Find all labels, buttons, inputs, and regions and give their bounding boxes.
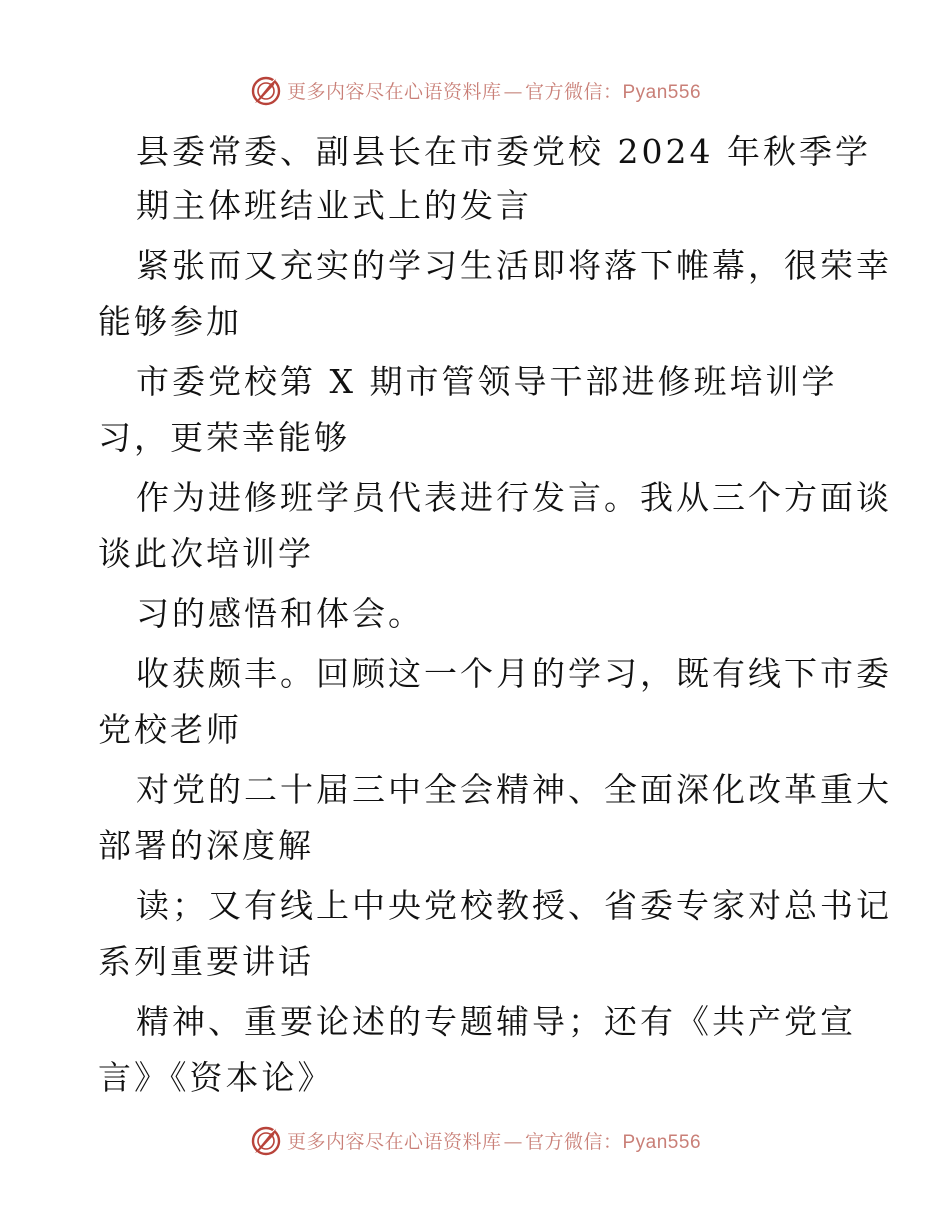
paragraph-line: 收获颇丰。回顾这一个月的学习，既有线下市委 [136,654,892,693]
title-line-2: 期主体班结业式上的发言 [136,186,532,225]
watermark-text [287,77,701,104]
paragraph-line: 习，更荣幸能够 [98,418,350,457]
watermark-header [0,70,950,110]
paragraph-line: 对党的二十届三中全会精神、全面深化改革重大 [136,770,892,809]
watermark-wechat-id: Pyan556 [622,81,702,103]
watermark-label: 官方微信： [524,1130,623,1153]
paragraph-line: 读；又有线上中央党校教授、省委专家对总书记 [136,886,892,925]
paragraph-line: 谈此次培训学 [98,534,314,573]
watermark-separator: — [503,1130,523,1153]
title-line-1: 县委常委、副县长在市委党校 2024 年秋季学 [136,132,871,171]
paragraph-line: 系列重要讲话 [98,942,314,981]
watermark-label: 官方微信： [524,80,623,103]
paragraph-line: 部署的深度解 [98,826,314,865]
paragraph-line: 党校老师 [98,710,242,749]
watermark-text [287,1127,701,1154]
paragraph-line: 市委党校第 X 期市管领导干部进修班培训学 [136,362,838,401]
quill-pen-circle-icon [249,73,283,107]
paragraph-line: 能够参加 [98,302,242,341]
watermark-footer [0,1120,950,1160]
watermark-separator: — [503,80,523,103]
paragraph-line: 言》《资本论》 [98,1058,334,1097]
paragraph-line: 习的感悟和体会。 [136,594,424,633]
watermark-site-name: 更多内容尽在心语资料库 [286,1130,502,1153]
paragraph-line: 紧张而又充实的学习生活即将落下帷幕，很荣幸 [136,246,892,285]
paragraph-line: 精神、重要论述的专题辅导；还有《共产党宣 [136,1002,856,1041]
quill-pen-circle-icon [249,1123,283,1157]
watermark-site-name: 更多内容尽在心语资料库 [286,80,502,103]
watermark-wechat-id: Pyan556 [622,1131,702,1153]
paragraph-line: 作为进修班学员代表进行发言。我从三个方面谈 [136,478,892,517]
